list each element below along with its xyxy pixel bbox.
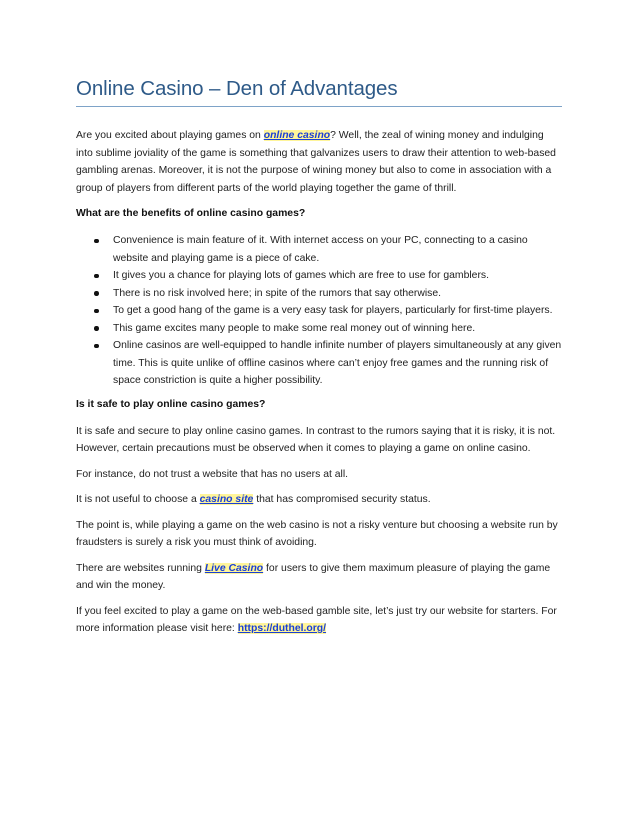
list-item [113,285,562,303]
bullet-icon [94,344,99,349]
intro-text-before: Are you excited about playing games on [76,130,264,141]
list-item [113,267,562,285]
live-casino-link[interactable]: Live Casino [204,562,264,574]
list-item [113,337,562,390]
list-item [113,302,562,320]
benefits-heading: What are the benefits of online casino games? [76,208,306,219]
safety-heading: Is it safe to play online casino games? [76,398,266,410]
online-casino-link[interactable]: online casino [263,130,331,141]
casino-site-link[interactable]: casino site [199,494,254,505]
final-paragraph [76,603,562,638]
live-text-after: for users to give them maximum pleasure of playing the game and win the money. [76,562,551,591]
bullet-icon [94,291,99,296]
site-text-before: It is not useful to choose a [76,494,200,505]
casino-site-paragraph [76,491,562,509]
live-text-before: There are websites running [76,562,205,574]
list-item-text: To get a good hang of the game is a very easy task for players, particularly for first-time players. [113,305,553,316]
site-text-after: that has compromised security status. [253,494,431,505]
live-casino-paragraph [76,560,562,595]
intro-text-after: ? Well, the zeal of wining money and indulging into sublime joviality of the game is something that galvanizes users to draw their attention to web-based gambling arenas. Moreover, it is not the purpose of wining money but also to come in association with a group of players from different parts of the world playing together the game of thrill. [76,130,556,194]
list-item [113,320,562,338]
benefits-list [76,232,562,390]
list-item-text: This game excites many people to make some real money out of winning here. [113,322,476,334]
safe-paragraph: It is safe and secure to play online casino games. In contrast to the rumors saying that it is risky, it is not. However, certain precautions must be observed when it comes to playing a game on online casino. [76,425,556,454]
list-item-text: Convenience is main feature of it. With internet access on your PC, connecting to a casino website and playing game is a piece of cake. [113,235,528,264]
website-url-link[interactable]: https://duthel.org/ [237,623,327,634]
instance-paragraph: For instance, do not trust a website that has no users at all. [76,468,349,480]
point-paragraph: The point is, while playing a game on the web casino is not a risky venture but choosing a website run by fraudsters is surely a risk you must think of avoiding. [76,519,558,548]
bullet-icon [94,239,99,244]
list-item-text: Online casinos are well-equipped to handle infinite number of players simultaneously at any given time. This is quite unlike of offline casinos where can’t enjoy free games and the running risk of space constriction is quite a higher possibility. [113,340,562,386]
final-text-before: If you feel excited to play a game on the web-based gamble site, let’s just try our website for starters. For more information please visit here: [76,605,557,634]
list-item [113,232,562,267]
list-item-text: It gives you a chance for playing lots of games which are free to use for gamblers. [113,270,489,281]
intro-paragraph [76,127,562,197]
bullet-icon [94,309,99,314]
bullet-icon [94,326,99,331]
list-item-text: There is no risk involved here; in spite of the rumors that say otherwise. [113,287,442,299]
bullet-icon [94,274,99,279]
page-title: Online Casino – Den of Advantages [76,76,562,107]
